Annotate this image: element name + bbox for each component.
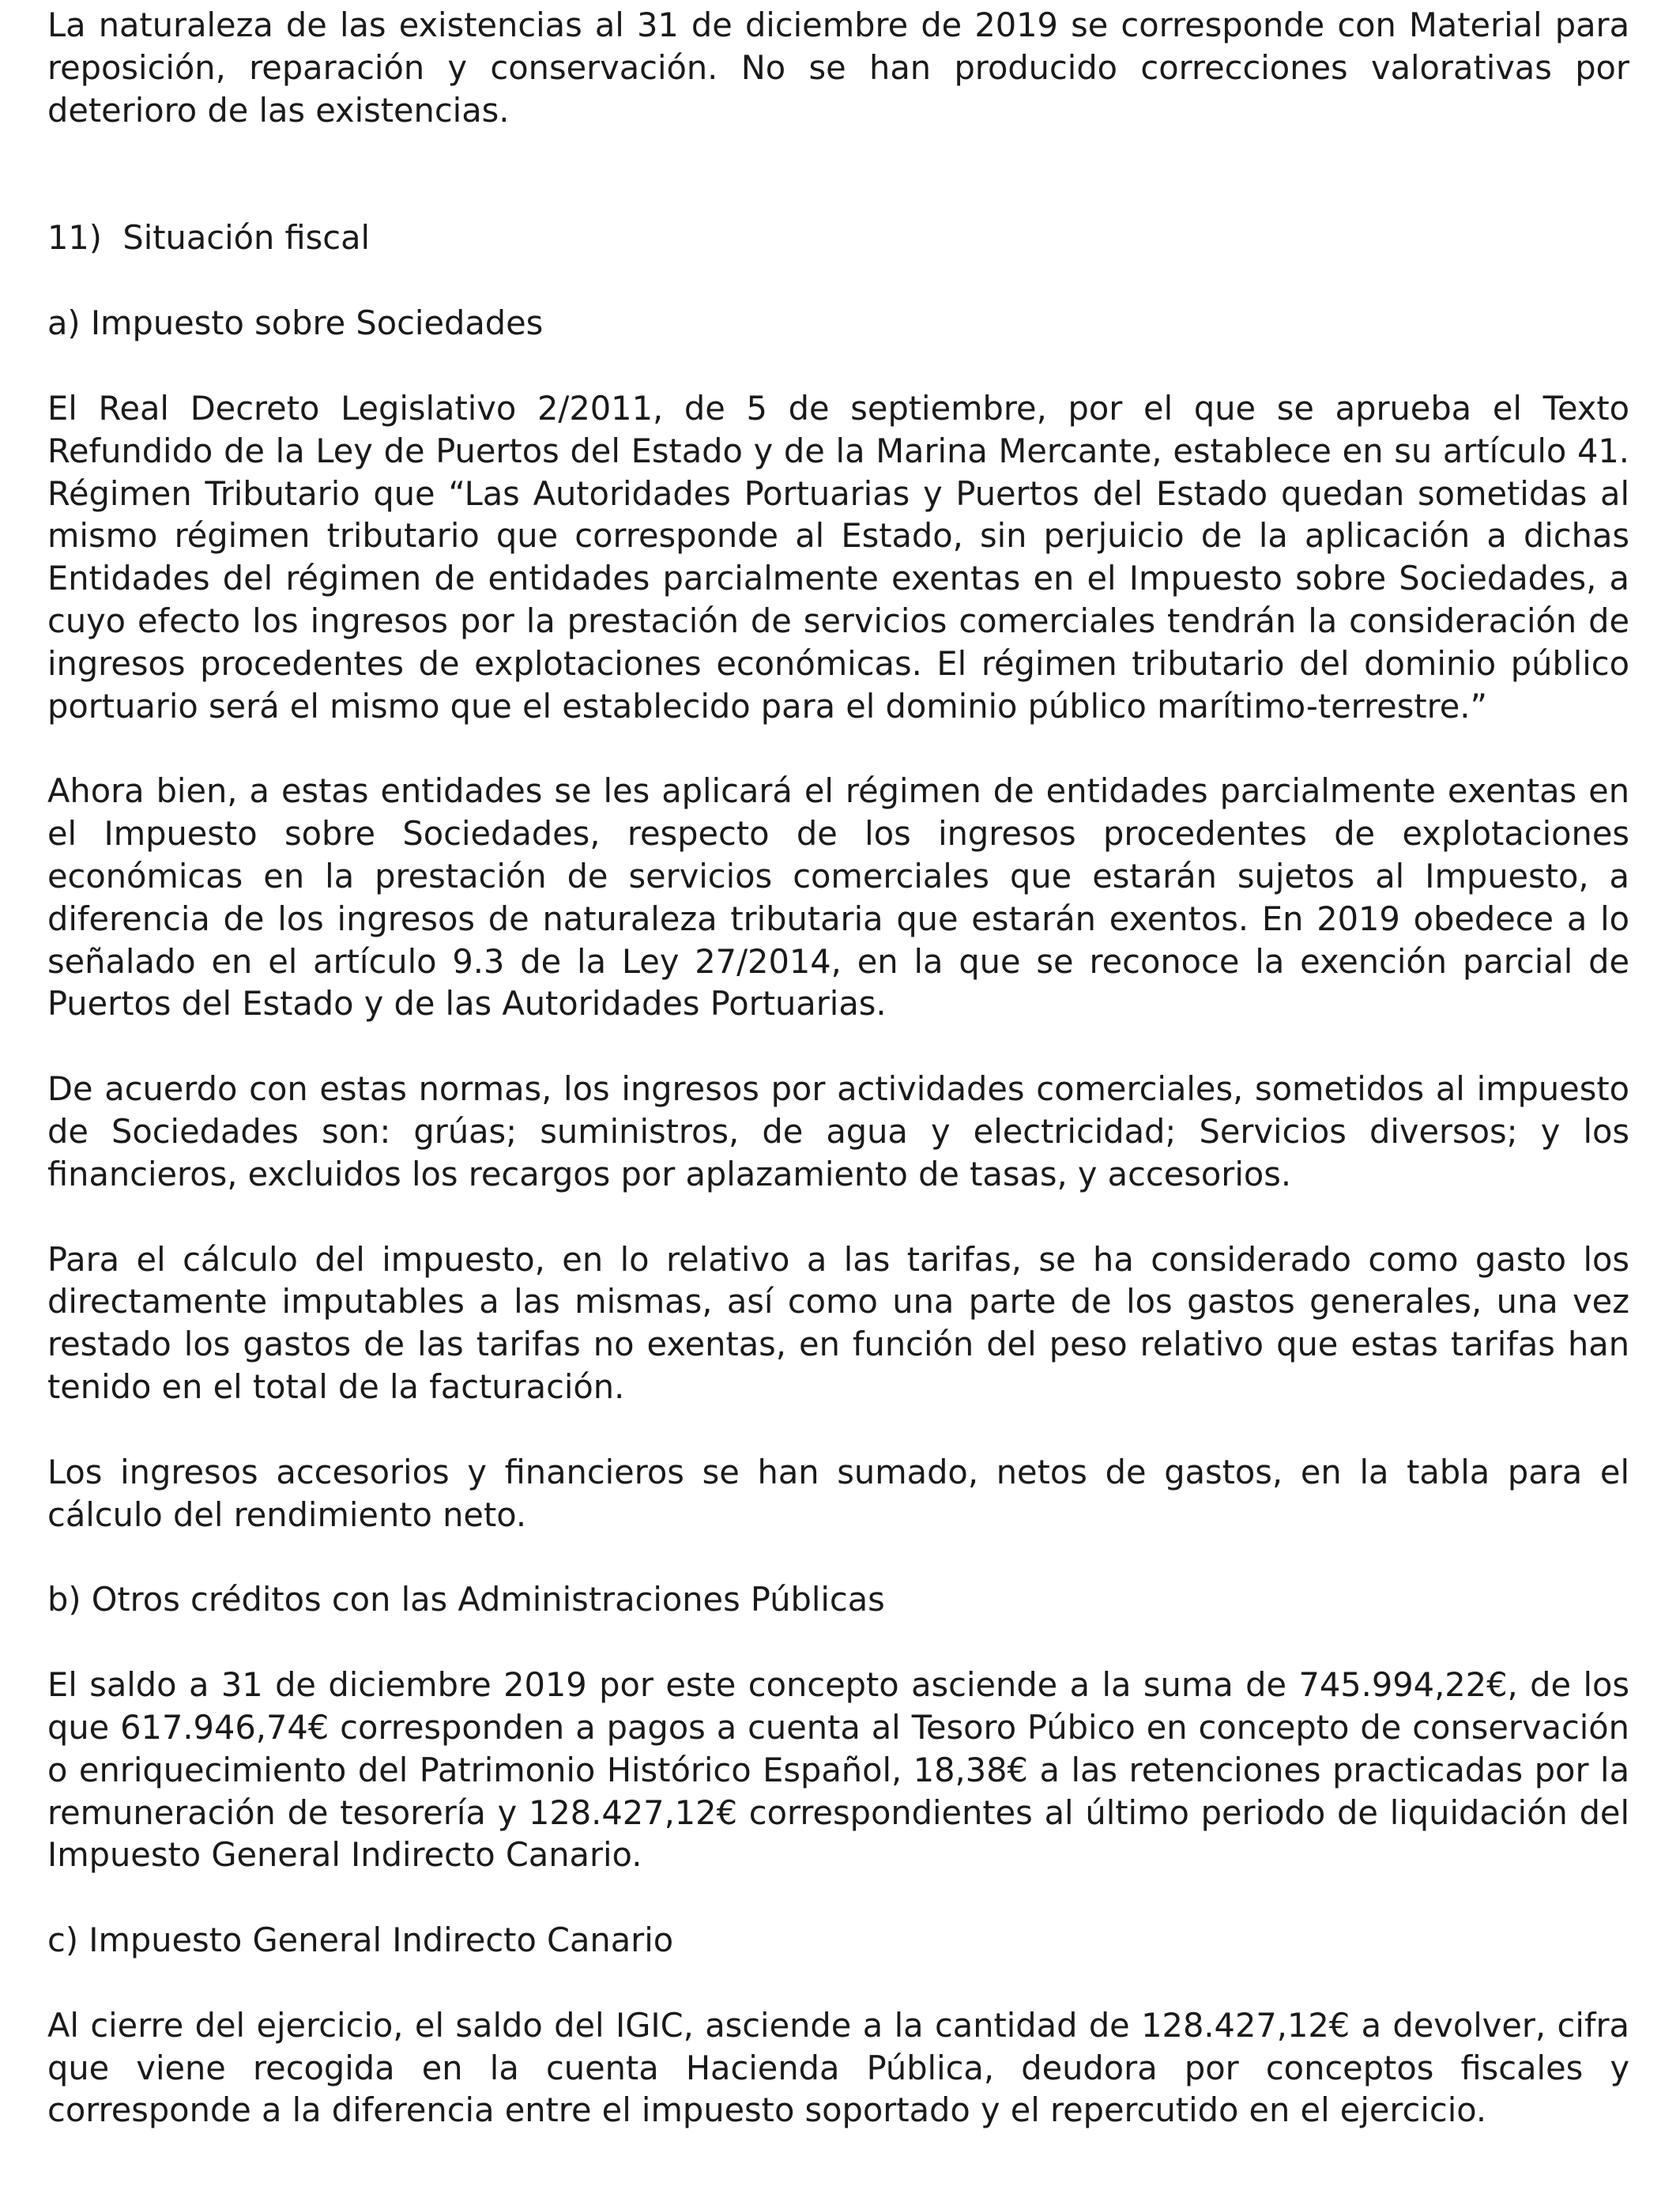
- subsection-heading-otros-creditos: b) Otros créditos con las Administraciones Públicas: [47, 1580, 885, 1619]
- intro-paragraph: La naturaleza de las existencias al 31 de diciembre de 2019 se corresponde con Material para reposición, reparación y conservación. No se han producido correcciones valorativas por deterioro de las existencias.: [47, 6, 1629, 130]
- paragraph-regimen-parcialmente-exentas: Ahora bien, a estas entidades se les aplicará el régimen de entidades parcialmente exentas en el Impuesto sobre Sociedades, respecto de los ingresos procedentes de explotaciones económicas en la prestación de servicios comerciales que estarán sujetos al Impuesto, a diferencia de los ingresos de naturaleza tributaria que estarán exentos. En 2019 obedece a lo señalado en el artículo 9.3 de la Ley 27/2014, en la que se reconoce la exención parcial de Puertos del Estado y de las Autoridades Portuarias.: [47, 771, 1629, 1023]
- paragraph-real-decreto: El Real Decreto Legislativo 2/2011, de 5 de septiembre, por el que se aprueba el Texto Refundido de la Ley de Puertos del Estado y de la Marina Mercante, establece en su artículo 41. Régimen Tributario que “Las Autoridades Portuarias y Puertos del Estado quedan sometidas al mismo régimen tributario que corresponde al Estado, sin perjuicio de la aplicación a dichas Entidades del régimen de entidades parcialmente exentas en el Impuesto sobre Sociedades, a cuyo efecto los ingresos por la prestación de servicios comerciales tendrán la consideración de ingresos procedentes de explotaciones económicas. El régimen tributario del dominio público portuario será el mismo que el establecido para el dominio público marítimo-terrestre.”: [47, 388, 1629, 726]
- paragraph-calculo-impuesto: Para el cálculo del impuesto, en lo relativo a las tarifas, se ha considerado como gasto los directamente imputables a las mismas, así como una parte de los gastos generales, una vez restado los gastos de las tarifas no exentas, en función del peso relativo que estas tarifas han tenido en el total de la facturación.: [47, 1239, 1629, 1406]
- paragraph-ingresos-comerciales: De acuerdo con estas normas, los ingresos por actividades comerciales, sometidos al impuesto de Sociedades son: grúas; suministros, de agua y electricidad; Servicios diversos; y los financieros, excluidos los recargos por aplazamiento de tasas, y accesorios.: [47, 1069, 1629, 1193]
- paragraph-ingresos-accesorios: Los ingresos accesorios y financieros se han sumado, netos de gastos, en la tabla para el cálculo del rendimiento neto.: [47, 1452, 1629, 1534]
- paragraph-saldo-creditos: El saldo a 31 de diciembre 2019 por este concepto asciende a la suma de 745.994,22€, de los que 617.946,74€ corresponden a pagos a cuenta al Tesoro Púbico en concepto de conservación o enriquecimiento del Patrimonio Histórico Español, 18,38€ a las retenciones practicadas por la remuneración de tesorería y 128.427,12€ correspondientes al último periodo de liquidación del Impuesto General Indirecto Canario.: [47, 1665, 1629, 1875]
- section-heading-situacion-fiscal: 11) Situación fiscal: [47, 218, 371, 258]
- document-page: [47, 0, 1629, 2132]
- subsection-heading-igic: c) Impuesto General Indirecto Canario: [47, 1921, 674, 1960]
- paragraph-saldo-igic: Al cierre del ejercicio, el saldo del IGIC, asciende a la cantidad de 128.427,12€ a devolver, cifra que viene recogida en la cuenta Hacienda Pública, deudora por conceptos fiscales y corresponde a la diferencia entre el impuesto soportado y el repercutido en el ejercicio.: [47, 2005, 1629, 2130]
- subsection-heading-impuesto-sociedades: a) Impuesto sobre Sociedades: [47, 303, 544, 343]
